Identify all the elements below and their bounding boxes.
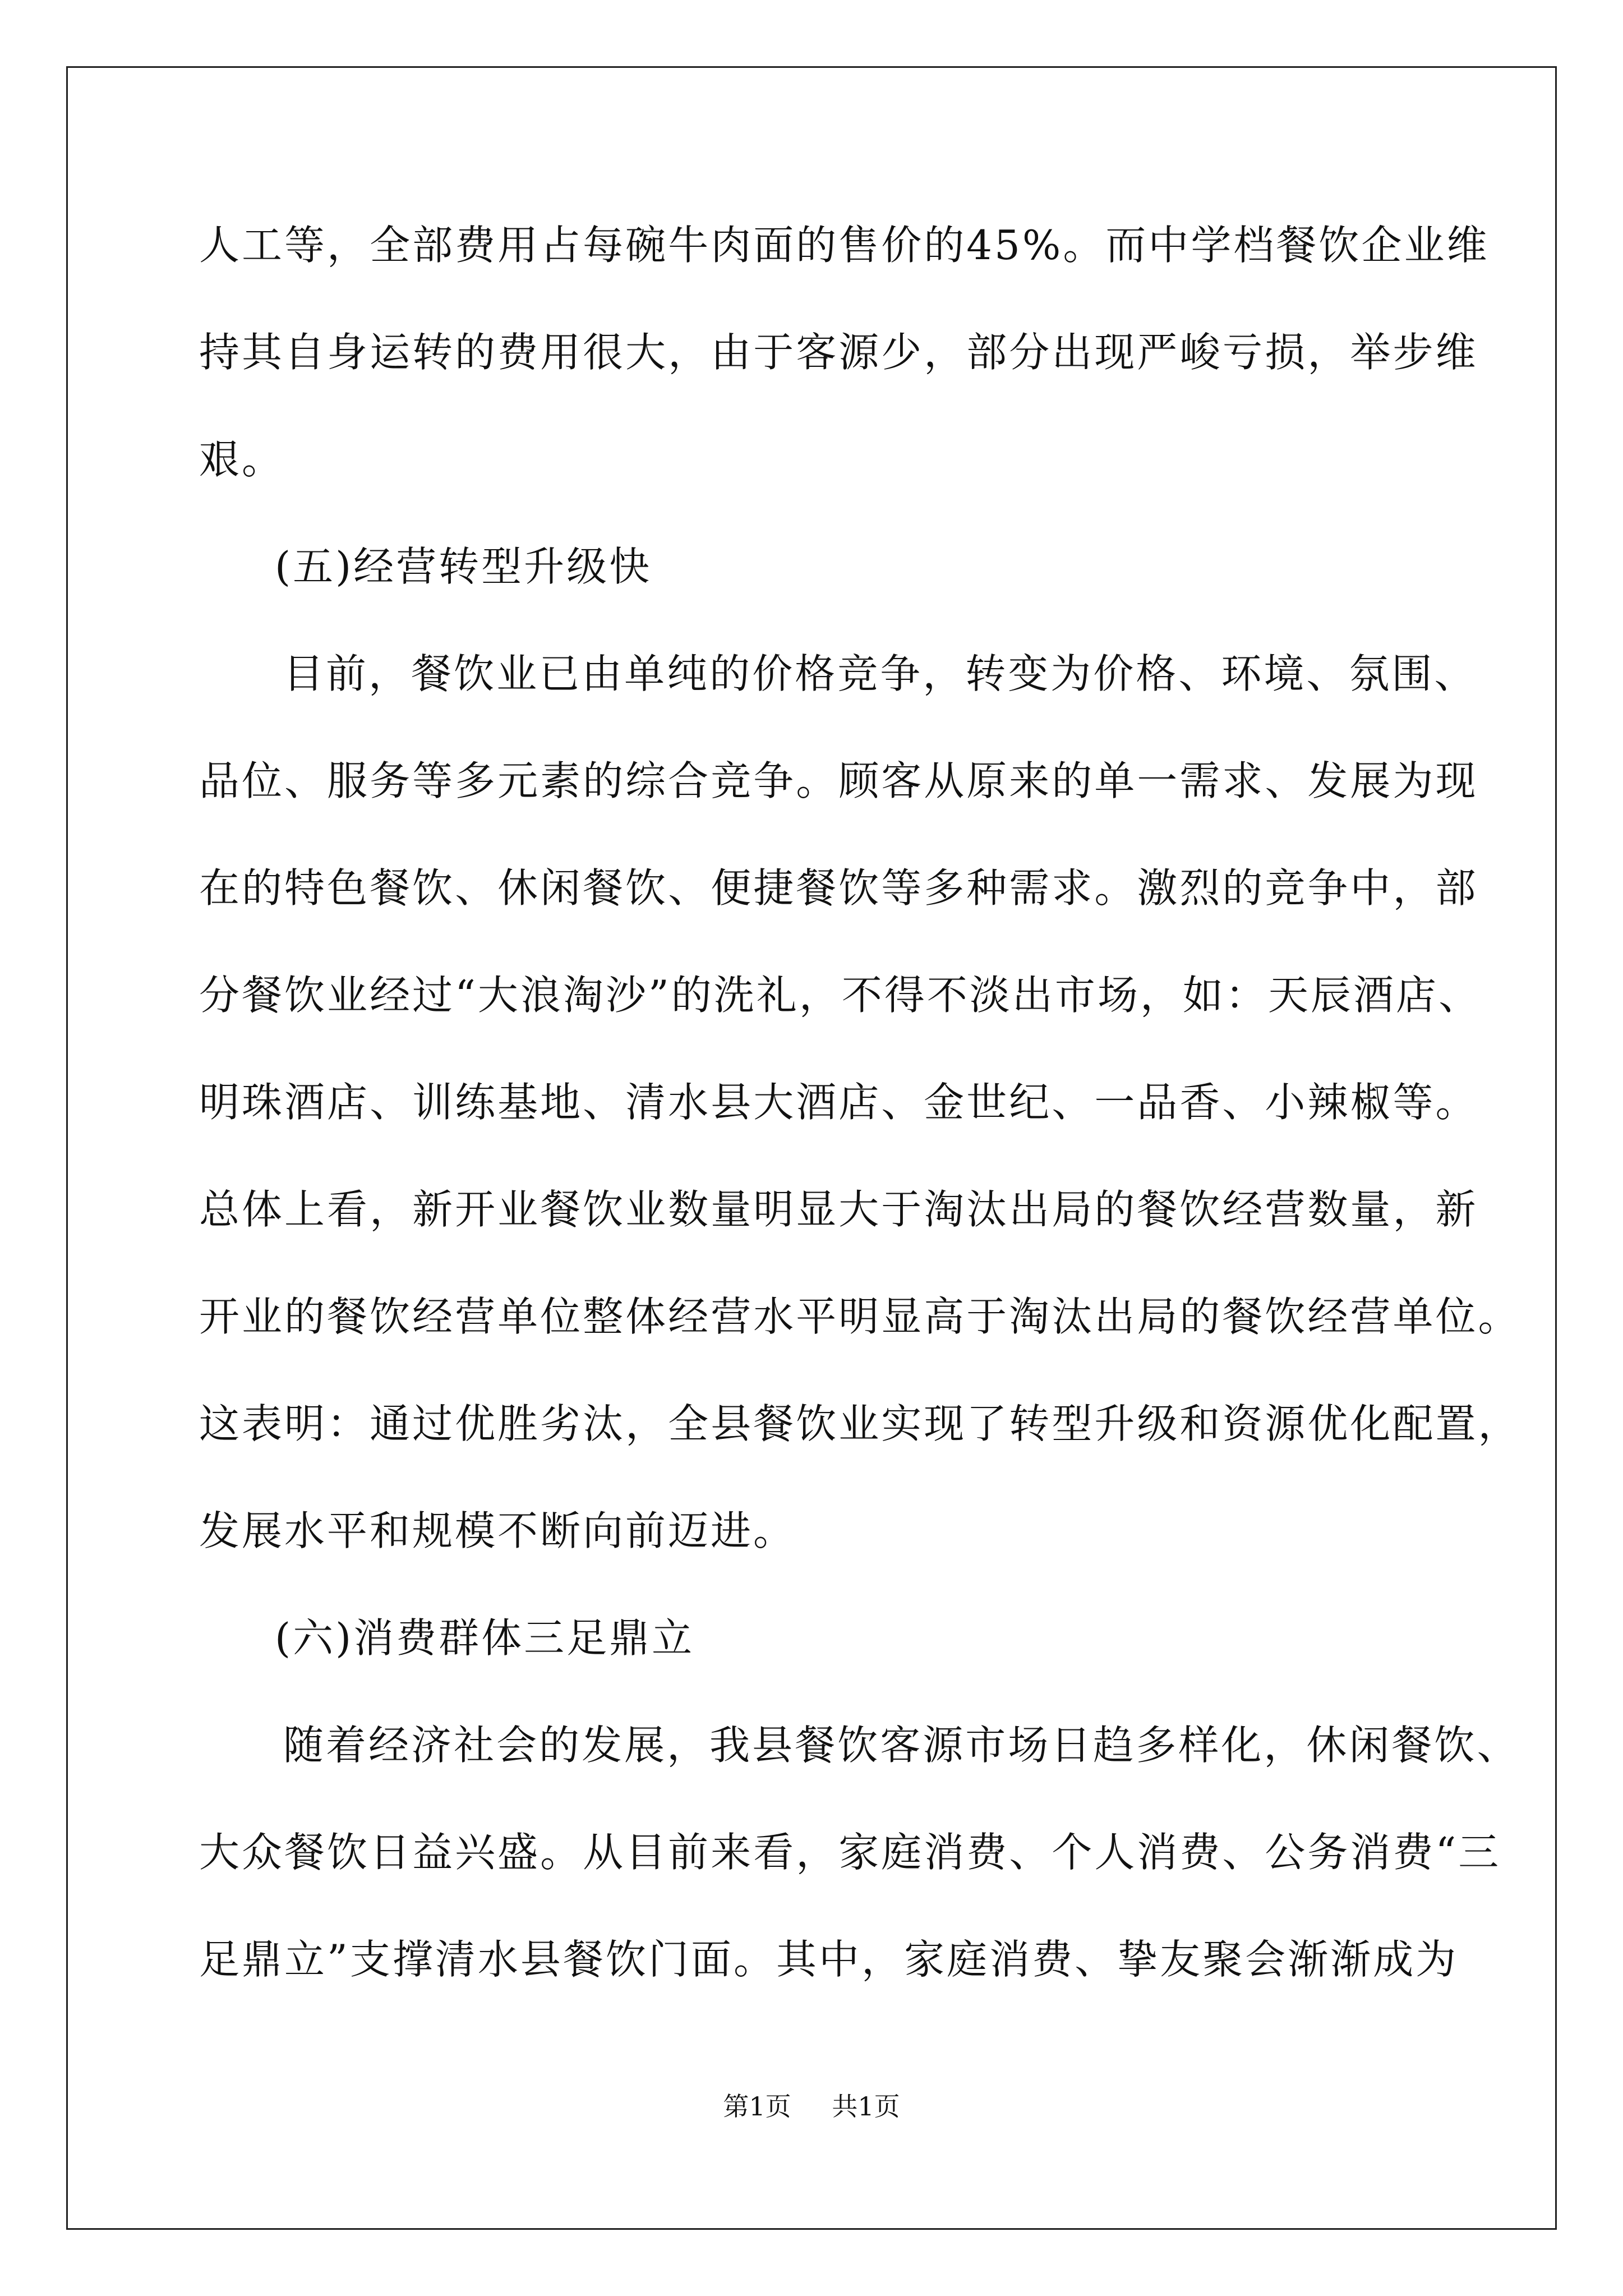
paragraph-line: 大 众 餐 饮 日 益 兴 盛 。 从 目 前 来 看 ， 家 庭 消 费 、 个 人 消 费 、 公 务 消 费 “ 三 xyxy=(199,1829,1501,1876)
paragraph-line: 随 着 经 济 社 会 的 发 展 ， 我 县 餐 饮 客 源 市 场 日 趋 多 样 化 ， 休 闲 餐 饮 、 xyxy=(283,1722,1520,1769)
paragraph-line: 总 体 上 看 ， 新 开 业 餐 饮 业 数 量 明 显 大 于 淘 汰 出 局 的 餐 饮 经 营 数 量 ， 新 xyxy=(199,1186,1478,1233)
section-heading: (五)经营转型升级快 xyxy=(275,543,652,590)
page-number: 第1页 xyxy=(723,2091,791,2122)
paragraph-line: 目 前 ， 餐 饮 业 已 由 单 纯 的 价 格 竞 争 ， 转 变 为 价 格 、 环 境 、 氛 围 、 xyxy=(283,650,1477,697)
paragraph-line: 品 位 、 服 务 等 多 元 素 的 综 合 竞 争 。 顾 客 从 原 来 的 单 一 需 求 、 发 展 为 现 xyxy=(199,757,1478,804)
paragraph-line: 人 工 等 ， 全 部 费 用 占 每 碗 牛 肉 面 的 售 价 的 4 5 % 。 而 中 学 档 餐 饮 企 业 维 xyxy=(199,222,1490,269)
paragraph-line: 艰。 xyxy=(199,436,285,483)
section-heading: (六)消费群体三足鼎立 xyxy=(275,1614,695,1662)
page-total: 共1页 xyxy=(832,2091,900,2122)
paragraph-line: 开 业 的 餐 饮 经 营 单 位 整 体 经 营 水 平 明 显 高 于 淘 汰 出 局 的 餐 饮 经 营 单 位 。 xyxy=(199,1293,1521,1340)
paragraph-line: 发展水平和规模不断向前迈进。 xyxy=(199,1507,796,1554)
paragraph-line: 明 珠 酒 店 、 训 练 基 地 、 清 水 县 大 酒 店 、 金 世 纪 、 一 品 香 、 小 辣 椒 等 。 xyxy=(199,1079,1478,1126)
paragraph-line: 在 的 特 色 餐 饮 、 休 闲 餐 饮 、 便 捷 餐 饮 等 多 种 需 求 。 激 烈 的 竞 争 中 ， 部 xyxy=(199,864,1478,912)
paragraph-line: 持 其 自 身 运 转 的 费 用 很 大 ， 由 于 客 源 少 ， 部 分 出 现 严 峻 亏 损 ， 举 步 维 xyxy=(199,329,1478,376)
paragraph-line: 这 表 明 ： 通 过 优 胜 劣 汰 ， 全 县 餐 饮 业 实 现 了 转 型 升 级 和 资 源 优 化 配 置 ， xyxy=(199,1400,1521,1447)
paragraph-line: 分 餐 饮 业 经 过 “ 大 浪 淘 沙 ” 的 洗 礼 ， 不 得 不 淡 出 市 场 ， 如 ： 天 辰 酒 店 、 xyxy=(199,972,1482,1019)
document-body xyxy=(199,219,1521,2040)
paragraph-line: 足 鼎 立 ” 支 撑 清 水 县 餐 饮 门 面 。 其 中 ， 家 庭 消 费 、 挚 友 聚 会 渐 渐 成 为 xyxy=(199,1936,1459,1983)
page-footer xyxy=(0,2090,1623,2123)
